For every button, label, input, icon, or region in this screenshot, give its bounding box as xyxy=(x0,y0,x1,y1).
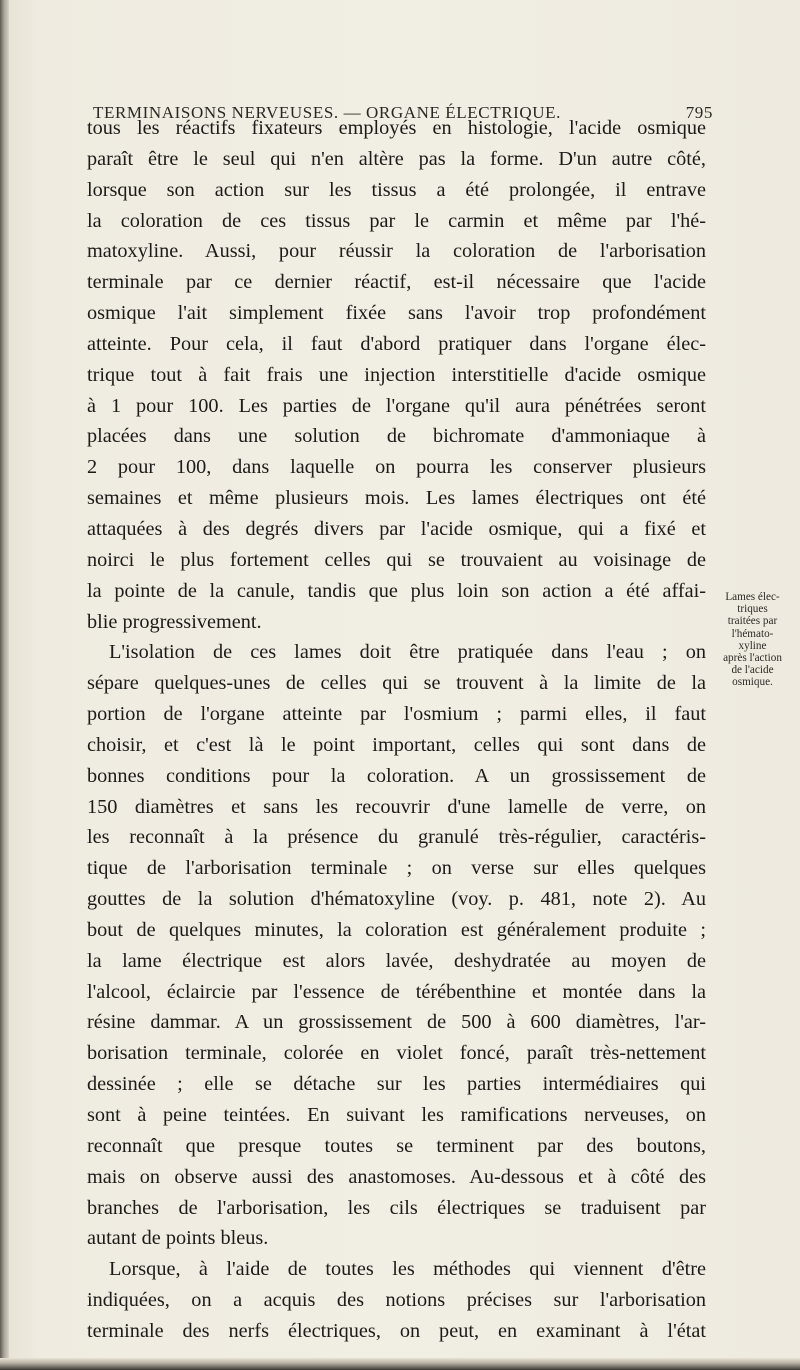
paragraph-start-line: L'isolation de ces lames doit être pratiquée dans l'eau ; on xyxy=(109,641,706,664)
text-line: bonnes conditions pour la coloration. A un grossissement de xyxy=(87,764,706,787)
text-line: sont à peine teintées. En suivant les ramifications nerveuses, on xyxy=(87,1104,706,1126)
text-line: semaines et même plusieurs mois. Les lames électriques ont été xyxy=(87,487,706,510)
text-line: sépare quelques-unes de celles qui se trouvent à la limite de la xyxy=(87,672,706,695)
text-line: terminale des nerfs électriques, on peut, en examinant à l'état xyxy=(87,1319,706,1342)
margin-note-line: osmique. xyxy=(732,676,773,689)
margin-note-line: triques xyxy=(737,603,768,616)
text-line: lorsque son action sur les tissus a été prolongée, il entrave xyxy=(87,178,706,201)
text-line: 2 pour 100, dans laquelle on pourra les conserver plusieurs xyxy=(87,456,706,479)
text-line: noirci le plus fortement celles qui se trouvaient au voisinage de xyxy=(87,548,706,571)
text-line: borisation terminale, colorée en violet foncé, paraît très-nettement xyxy=(87,1042,706,1065)
text-line: choisir, et c'est là le point important, celles qui sont dans de xyxy=(87,733,706,756)
margin-note xyxy=(705,591,800,689)
text-line: osmique l'ait simplement fixée sans l'avoir trop profondément xyxy=(87,302,706,325)
text-line: terminale par ce dernier réactif, est-il nécessaire que l'acide xyxy=(87,271,706,294)
text-line: attaquées à des degrés divers par l'acide osmique, qui a fixé et xyxy=(87,517,706,540)
text-line: portion de l'organe atteinte par l'osmium ; parmi elles, il faut xyxy=(87,703,706,726)
text-line: placées dans une solution de bichromate d'ammoniaque à xyxy=(87,425,706,448)
paragraph-start-line: Lorsque, à l'aide de toutes les méthodes qui viennent d'être xyxy=(109,1258,706,1281)
page-bottom-edge xyxy=(0,1358,800,1370)
text-line: reconnaît que presque toutes se terminent par des boutons, xyxy=(87,1134,706,1157)
margin-note-line: xyline xyxy=(738,639,767,652)
text-line: la lame électrique est alors lavée, deshydratée au moyen de xyxy=(87,949,706,972)
margin-note-line: Lames élec- xyxy=(725,591,780,603)
text-line: à 1 pour 100. Les parties de l'organe qu'il aura pénétrées seront xyxy=(87,394,706,417)
text-line: l'alcool, éclaircie par l'essence de térébenthine et montée dans la xyxy=(87,980,706,1003)
page-number: 795 xyxy=(685,103,713,122)
text-line: atteinte. Pour cela, il faut d'abord pratiquer dans l'organe élec- xyxy=(87,332,706,355)
text-line: 150 diamètres et sans les recouvrir d'une lamelle de verre, on xyxy=(87,795,706,818)
text-line: les reconnaît à la présence du granulé très-régulier, caractéris- xyxy=(87,826,706,849)
text-line: gouttes de la solution d'hématoxyline (voy. p. 481, note 2). Au xyxy=(87,888,706,911)
text-line: dessinée ; elle se détache sur les parties intermédiaires qui xyxy=(87,1073,706,1096)
margin-note-line: l'hémato- xyxy=(731,627,774,640)
text-line: branches de l'arborisation, les cils électriques se traduisent par xyxy=(87,1196,706,1219)
margin-note-line: de l'acide xyxy=(731,664,774,677)
text-line: matoxyline. Aussi, pour réussir la coloration de l'arborisation xyxy=(87,240,706,263)
text-line: bout de quelques minutes, la coloration est généralement produite ; xyxy=(87,918,706,941)
margin-note-line: après l'action xyxy=(723,652,782,665)
text-line: la pointe de la canule, tandis que plus loin son action a été affai- xyxy=(87,579,706,602)
text-line: la coloration de ces tissus par le carmin et même par l'hé- xyxy=(87,209,706,232)
margin-note-line: traitées par xyxy=(727,615,778,628)
text-line: indiquées, on a acquis des notions précises sur l'arborisation xyxy=(87,1289,706,1312)
body-text xyxy=(87,113,706,1347)
paragraph-end-line: autant de points bleus. xyxy=(87,1227,269,1250)
page-gutter-shadow xyxy=(0,0,9,1370)
running-head-title: TERMINAISONS NERVEUSES. — ORGANE ÉLECTRIQUE. xyxy=(93,103,561,122)
text-line: mais on observe aussi des anastomoses. Au-dessous et à côté des xyxy=(87,1165,706,1188)
text-line: trique tout à fait frais une injection interstitielle d'acide osmique xyxy=(87,363,706,386)
text-line: tous les réactifs fixateurs employés en histologie, l'acide osmique xyxy=(87,117,706,139)
text-line: tique de l'arborisation terminale ; on verse sur elles quelques xyxy=(87,857,706,880)
paragraph-end-line: blie progressivement. xyxy=(87,610,262,633)
text-line: résine dammar. A un grossissement de 500 à 600 diamètres, l'ar- xyxy=(87,1011,706,1034)
text-line: paraît être le seul qui n'en altère pas la forme. D'un autre côté, xyxy=(87,147,706,170)
